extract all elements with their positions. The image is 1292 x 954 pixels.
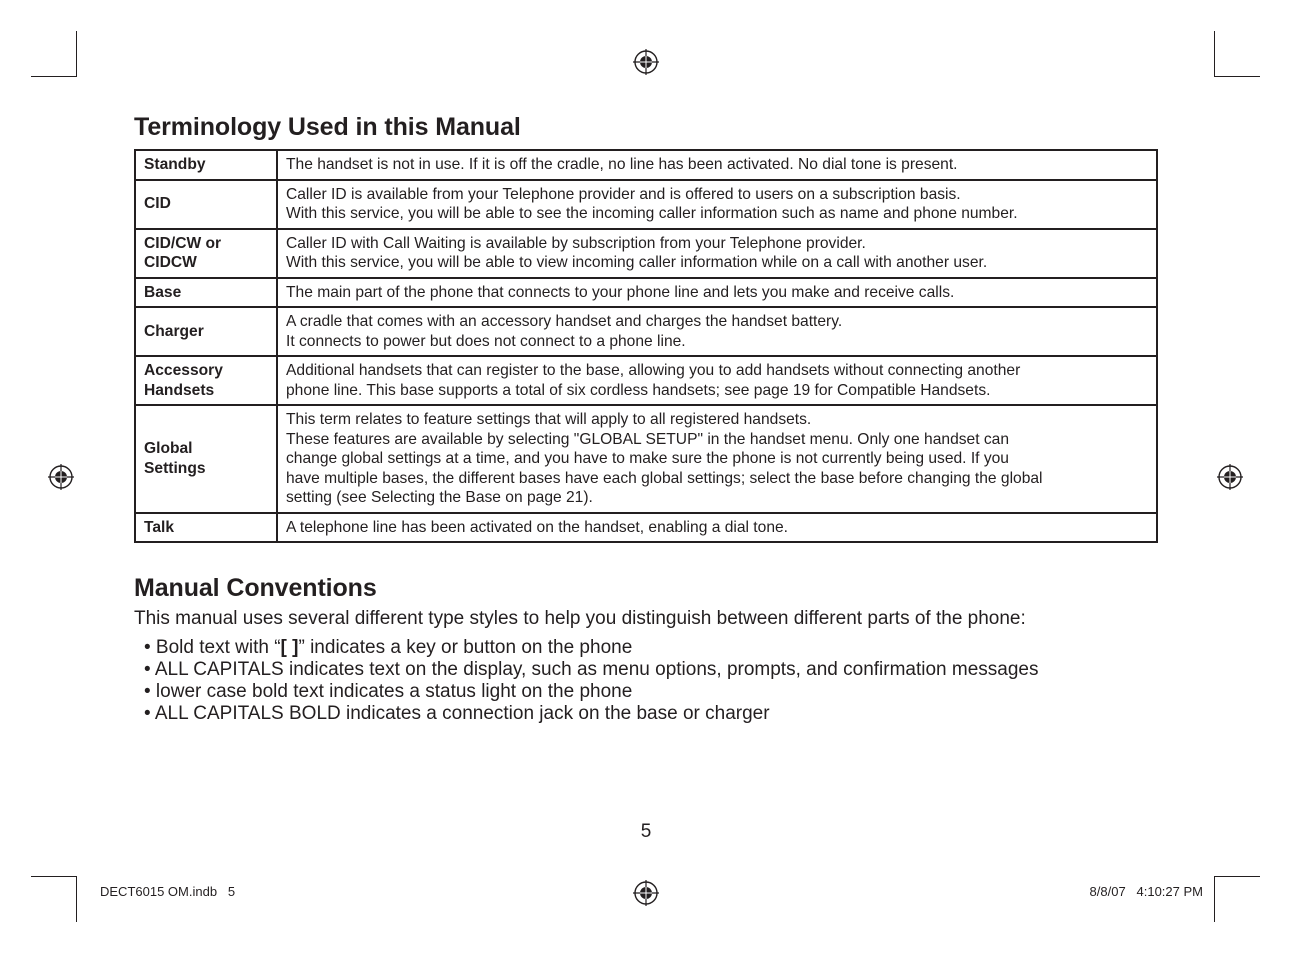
term-line: Base: [144, 283, 182, 301]
list-item: [144, 637, 1038, 659]
terminology-table-body: [135, 150, 1157, 542]
crop-mark-bottom-left-v: [76, 876, 77, 922]
crop-mark-top-right-v: [1214, 31, 1215, 77]
definition-line: It connects to power but does not connect to a phone line.: [286, 332, 686, 350]
definition-cell: [277, 307, 1157, 356]
definition-cell: [277, 150, 1157, 180]
definition-line: phone line. This base supports a total of six cordless handsets; see page 19 for Compatible Handsets.: [286, 381, 991, 399]
definition-line: setting (see Selecting the Base on page 21).: [286, 489, 593, 506]
table-row: [135, 307, 1157, 356]
page-number: 5: [640, 821, 652, 842]
conventions-list: [144, 637, 1038, 725]
bullet-1-prefix: • Bold text with “: [144, 637, 281, 658]
term-cell: [135, 356, 277, 405]
definition-line: These features are available by selecting "GLOBAL SETUP" in the handset menu. Only one handset can: [286, 430, 1010, 448]
registration-mark-right-icon: [1217, 464, 1243, 490]
conventions-intro: This manual uses several different type styles to help you distinguish between different parts of the phone:: [134, 608, 1026, 629]
definition-line: have multiple bases, the different bases have each global settings; select the base before changing the global: [286, 469, 1043, 487]
registration-mark-bottom-icon: [633, 880, 659, 906]
definition-line: With this service, you will be able to see the incoming caller information such as name and phone number.: [286, 205, 1018, 222]
definition-line: With this service, you will be able to view incoming caller information while on a call with another user.: [286, 254, 988, 271]
crop-mark-top-right-h: [1214, 76, 1260, 77]
registration-mark-left-icon: [48, 464, 74, 490]
slug-file-info: DECT6015 OM.indb 5: [100, 884, 236, 899]
list-item: • ALL CAPITALS indicates text on the display, such as menu options, prompts, and confirmation messages: [144, 659, 1039, 680]
list-item: • lower case bold text indicates a status light on the phone: [144, 681, 633, 702]
table-row: [135, 229, 1157, 278]
table-row: [135, 356, 1157, 405]
definition-line: A telephone line has been activated on the handset, enabling a dial tone.: [286, 518, 788, 536]
terminology-table: [134, 149, 1158, 543]
crop-mark-bottom-right-h: [1214, 876, 1260, 877]
term-cell: [135, 513, 277, 543]
term-line: Settings: [144, 459, 206, 477]
definition-line: Additional handsets that can register to the base, allowing you to add handsets without connecting another: [286, 362, 1021, 379]
bullet-1-bold-key: [ ]: [280, 637, 299, 658]
term-line: Standby: [144, 156, 206, 173]
definition-line: A cradle that comes with an accessory handset and charges the handset battery.: [286, 313, 843, 330]
term-cell: [135, 278, 277, 308]
terminology-heading: Terminology Used in this Manual: [134, 113, 521, 141]
definition-line: This term relates to feature settings that will apply to all registered handsets.: [286, 411, 812, 428]
term-line: Accessory: [144, 362, 223, 379]
term-cell: [135, 307, 277, 356]
term-cell: [135, 229, 277, 278]
definition-cell: [277, 278, 1157, 308]
definition-cell: [277, 356, 1157, 405]
table-row: [135, 405, 1157, 513]
term-line: CID/CW or: [144, 234, 222, 252]
table-row: [135, 180, 1157, 229]
term-line: Handsets: [144, 381, 215, 399]
definition-line: Caller ID with Call Waiting is available by subscription from your Telephone provider.: [286, 234, 866, 252]
crop-mark-top-left-h: [31, 76, 77, 77]
term-line: Talk: [144, 518, 175, 536]
definition-line: change global settings at a time, and you have to make sure the phone is not currently being used. If you: [286, 450, 1009, 467]
term-line: Charger: [144, 322, 204, 340]
definition-line: Caller ID is available from your Telephone provider and is offered to users on a subscription basis.: [286, 185, 961, 203]
term-cell: [135, 150, 277, 180]
table-row: [135, 513, 1157, 543]
definition-cell: [277, 405, 1157, 513]
crop-mark-top-left-v: [76, 31, 77, 77]
term-line: CIDCW: [144, 254, 197, 271]
crop-mark-bottom-left-h: [31, 876, 77, 877]
table-row: [135, 278, 1157, 308]
definition-line: The handset is not in use. If it is off the cradle, no line has been activated. No dial tone is present.: [286, 156, 958, 173]
bullet-1-suffix: ” indicates a key or button on the phone: [298, 637, 633, 658]
slug-timestamp: 8/8/07 4:10:27 PM: [1089, 884, 1203, 899]
crop-mark-bottom-right-v: [1214, 876, 1215, 922]
list-item: • ALL CAPITALS BOLD indicates a connection jack on the base or charger: [144, 703, 770, 724]
definition-cell: [277, 513, 1157, 543]
table-row: [135, 150, 1157, 180]
conventions-heading: Manual Conventions: [134, 574, 377, 602]
registration-mark-top-icon: [633, 49, 659, 75]
term-cell: [135, 405, 277, 513]
term-line: CID: [144, 195, 171, 213]
definition-cell: [277, 229, 1157, 278]
term-cell: [135, 180, 277, 229]
definition-cell: [277, 180, 1157, 229]
definition-line: The main part of the phone that connects to your phone line and lets you make and receive calls.: [286, 283, 955, 301]
term-line: Global: [144, 440, 193, 458]
